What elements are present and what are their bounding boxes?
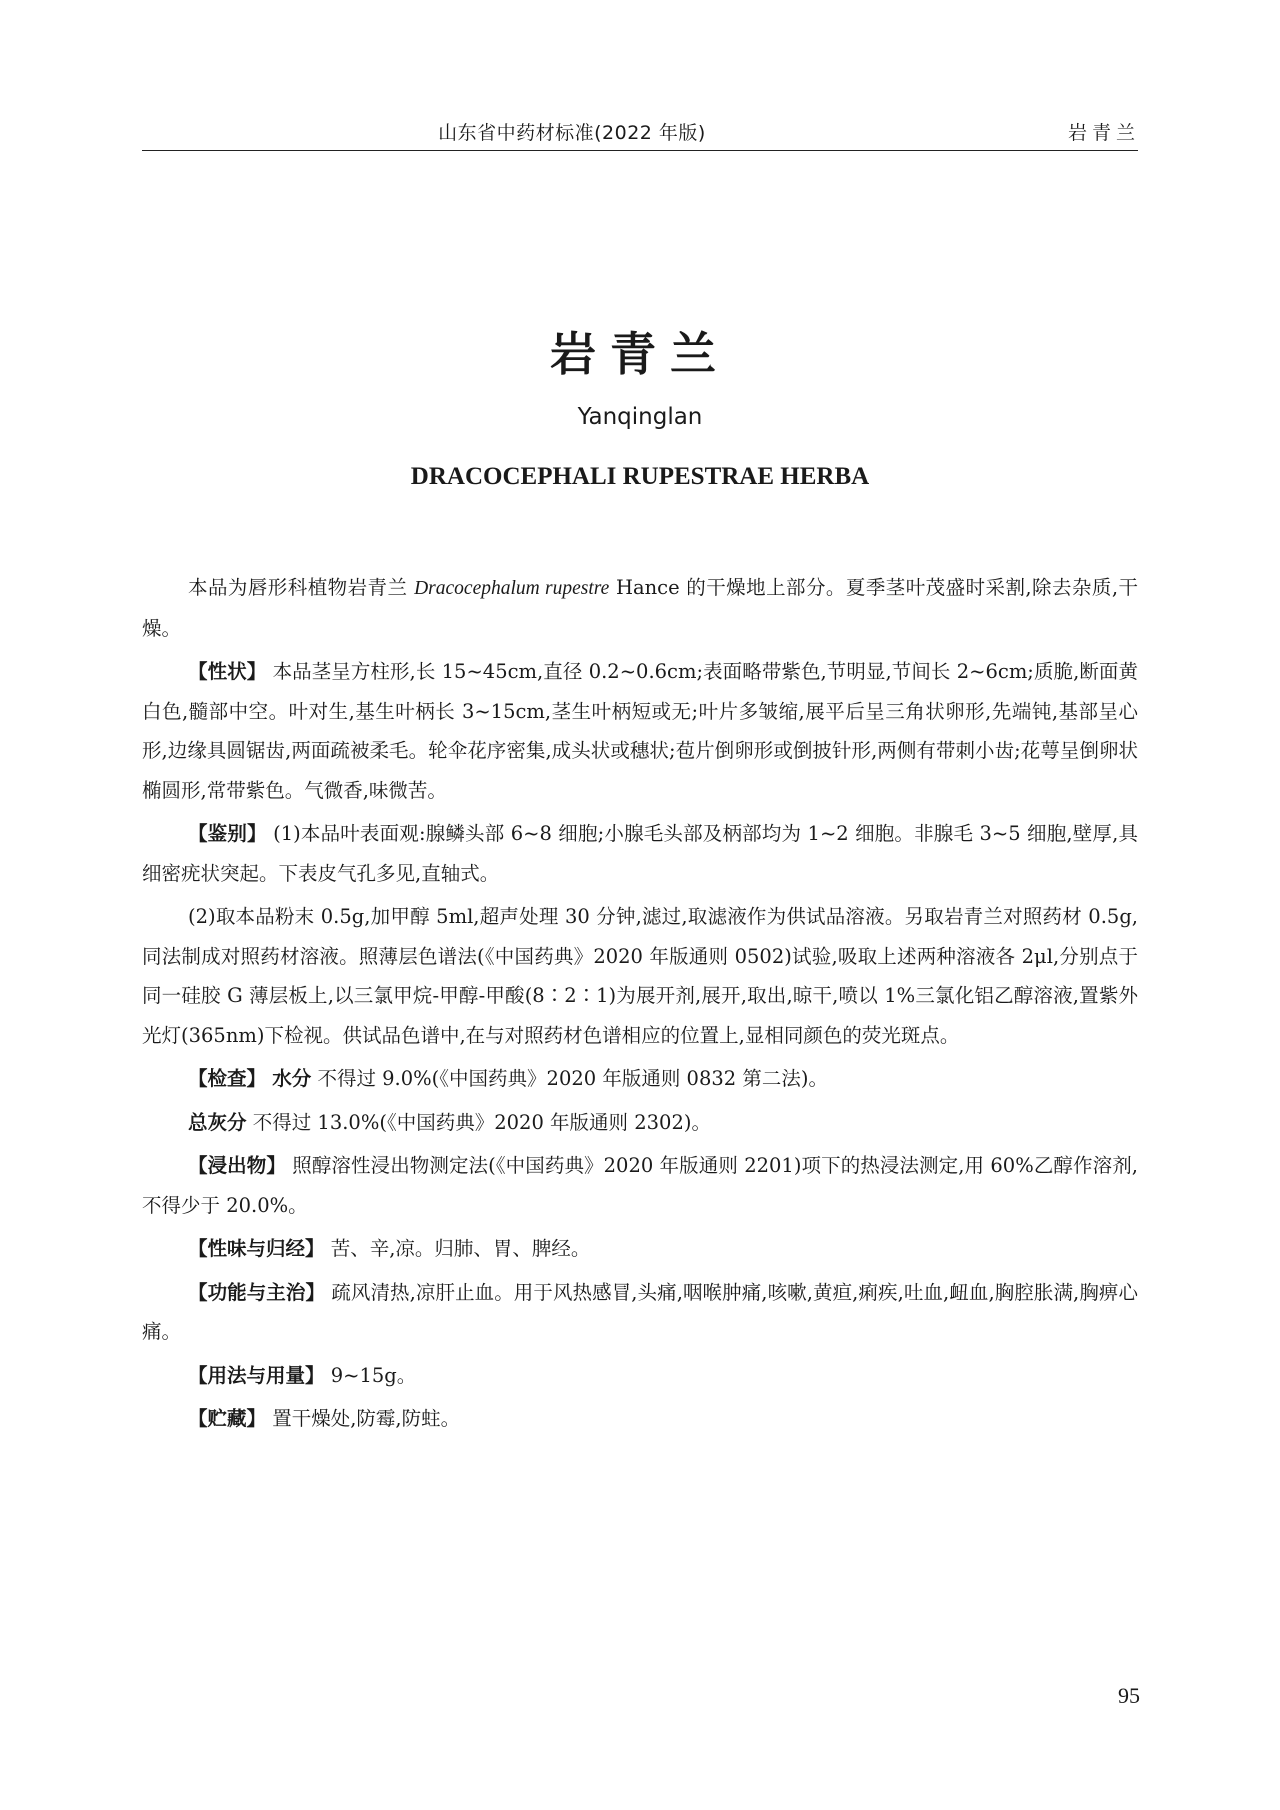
header-divider xyxy=(142,150,1138,151)
section-xingzhuang xyxy=(142,652,1138,810)
section-label: 【性味与归经】 xyxy=(188,1237,325,1260)
intro-pre: 本品为唇形科植物岩青兰 xyxy=(188,576,415,599)
section-label: 【性状】 xyxy=(188,660,267,683)
water-label: 水分 xyxy=(272,1067,312,1090)
section-label: 【检查】 xyxy=(188,1067,267,1090)
running-header-entry: 岩青兰 xyxy=(1067,122,1140,144)
page-title: 岩青兰 xyxy=(550,327,730,381)
section-jianbie xyxy=(142,814,1138,893)
water-text: 不得过 9.0%(《中国药典》2020 年版通则 0832 第二法)。 xyxy=(317,1067,828,1090)
intro-post: Hance 的干燥地上部分。夏季茎叶茂盛时采割,除去杂质,干燥。 xyxy=(142,576,1138,640)
section-text: 疏风清热,凉肝止血。用于风热感冒,头痛,咽喉肿痛,咳嗽,黄疸,痢疾,吐血,衄血,胸腔胀满,胸痹心痛。 xyxy=(142,1280,1138,1343)
pinyin-title: Yanqinglan xyxy=(577,404,703,430)
species-name: Dracocephalum rupestre xyxy=(414,578,610,599)
section-gongneng xyxy=(142,1273,1138,1352)
section-xingwei xyxy=(142,1229,1138,1269)
ash-text: 不得过 13.0%(《中国药典》2020 年版通则 2302)。 xyxy=(252,1110,711,1134)
ash-label: 总灰分 xyxy=(188,1110,247,1134)
section-text: 置干燥处,防霉,防蛀。 xyxy=(272,1407,461,1430)
section-text: 照醇溶性浸出物测定法(《中国药典》2020 年版通则 2201)项下的热浸法测定,用 60%乙醇作溶剂,不得少于 20.0%。 xyxy=(142,1154,1138,1217)
section-zhucang xyxy=(142,1399,1138,1439)
section-text: (1)本品叶表面观:腺鳞头部 6~8 细胞;小腺毛头部及柄部均为 1~2 细胞。非腺毛 3~5 细胞,壁厚,具细密疣状突起。下表皮气孔多见,直轴式。 xyxy=(142,822,1138,885)
intro-paragraph xyxy=(142,568,1138,648)
section-label: 【浸出物】 xyxy=(188,1154,286,1177)
section-ash xyxy=(142,1103,1138,1143)
page-number: 95 xyxy=(1118,1683,1140,1708)
section-yongfa xyxy=(142,1356,1138,1396)
section-label: 【贮藏】 xyxy=(188,1407,267,1430)
section-text: 9~15g。 xyxy=(330,1363,417,1387)
section-jinchuwu xyxy=(142,1146,1138,1225)
section-jiancha xyxy=(142,1059,1138,1099)
section-text: 苦、辛,凉。归肺、胃、脾经。 xyxy=(330,1237,591,1260)
section-label: 【鉴别】 xyxy=(188,822,267,845)
section-jianbie-2 xyxy=(142,897,1138,1055)
section-label: 【用法与用量】 xyxy=(188,1363,325,1387)
latin-title: DRACOCEPHALI RUPESTRAE HERBA xyxy=(410,463,870,490)
section-label: 【功能与主治】 xyxy=(188,1280,326,1304)
monograph-body xyxy=(142,568,1138,1443)
section-text: (2)取本品粉末 0.5g,加甲醇 5ml,超声处理 30 分钟,滤过,取滤液作为供试品溶液。另取岩青兰对照药材 0.5g,同法制成对照药材溶液。照薄层色谱法(《中国药典》2020 年版通则 0502)试验,吸取上述两种溶液各 2μl,分别点于同一硅胶 G 薄层板上,以三氯甲烷-甲醇-甲酸(8∶2∶1)为展开剂,展开,取出,晾干,喷以 1%三氯化铝乙醇溶液,置紫外光灯(365nm)下检视。供试品色谱中,在与对照药材色谱相应的位置上,显相同颜色的荧光斑点。 xyxy=(142,905,1138,1047)
section-text: 本品茎呈方柱形,长 15~45cm,直径 0.2~0.6cm;表面略带紫色,节明显,节间长 2~6cm;质脆,断面黄白色,髓部中空。叶对生,基生叶柄长 3~15cm,茎生叶柄短或无;叶片多皱缩,展平后呈三角状卵形,先端钝,基部呈心形,边缘具圆锯齿,两面疏被柔毛。轮伞花序密集,成头状或穗状;苞片倒卵形或倒披针形,两侧有带刺小齿;花萼呈倒卵状椭圆形,常带紫色。气微香,味微苦。 xyxy=(142,660,1138,802)
running-header-title: 山东省中药材标准(2022 年版) xyxy=(438,122,706,144)
